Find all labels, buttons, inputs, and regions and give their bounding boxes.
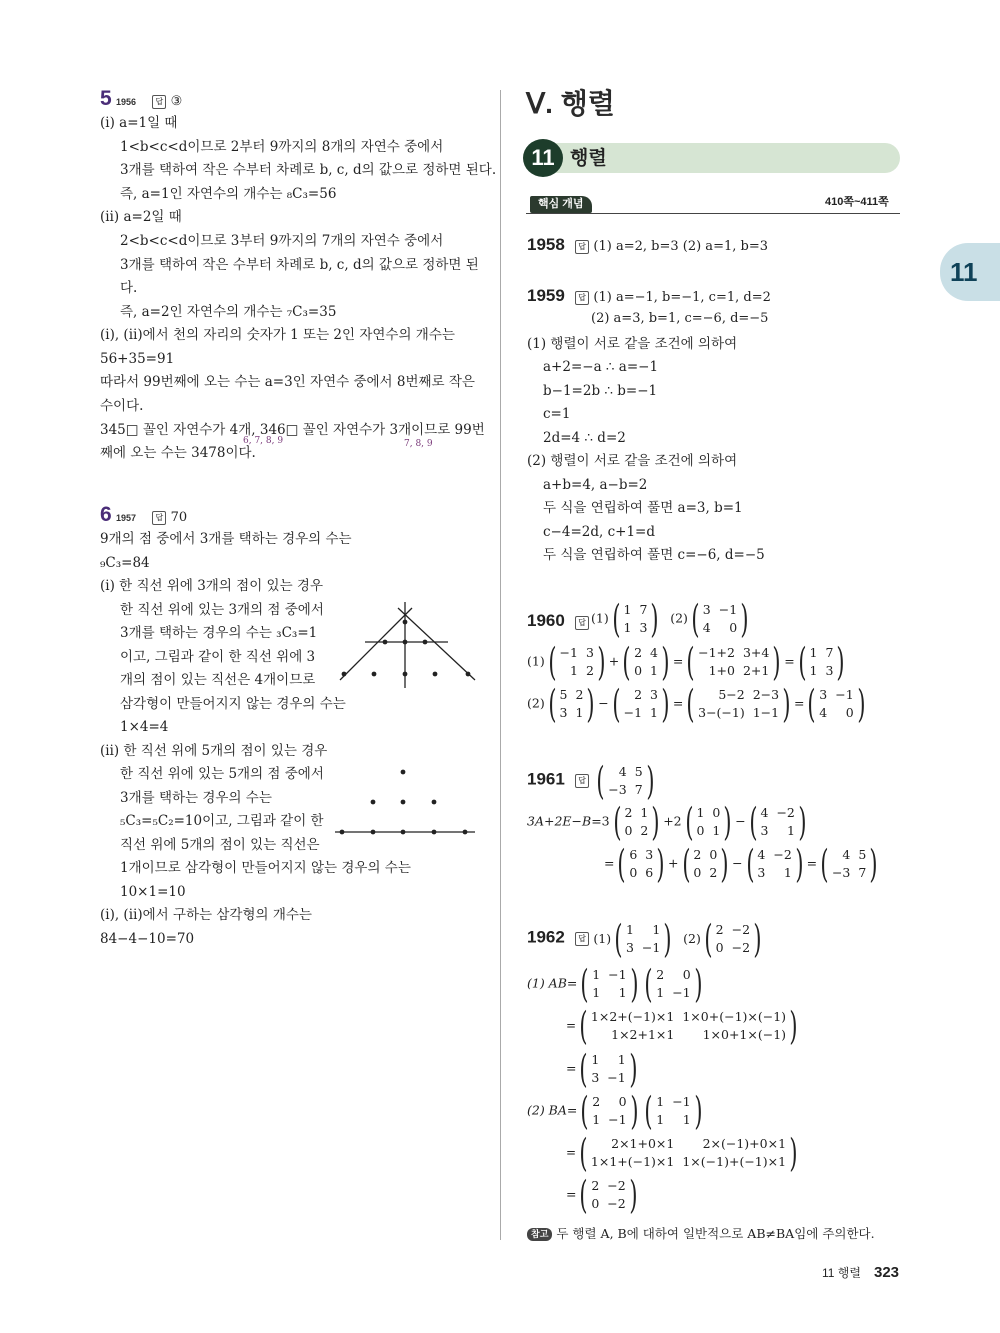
point — [463, 830, 468, 835]
p6-line-0: 9개의 점 중에서 3개를 택하는 경우의 수는 — [100, 531, 352, 547]
p5-line-5: 2<b<c<d이므로 3부터 9까지의 7개의 자연수 중에서 — [120, 233, 444, 249]
p6-line-17: 84−4−10=70 — [100, 931, 195, 947]
p1959-line-8: c−4=2d, c+1=d — [543, 524, 656, 540]
p1959-answer-2: (2) a=3, b=1, c=−6, d=−5 — [591, 311, 769, 326]
point — [401, 800, 406, 805]
answer-value: (1) a=2, b=3 (2) a=1, b=3 — [593, 239, 768, 254]
point — [342, 672, 347, 677]
p6-line-7: 삼각형이 만들어지지 않는 경우의 수는 — [120, 696, 346, 712]
p6-line-11: 3개를 택하는 경우의 수는 — [120, 790, 272, 806]
problem-number: 1961 — [527, 769, 565, 789]
point — [432, 800, 437, 805]
problem-1962-header: 1962 답 (1) ( 1 1 3 −1 ) (2) ( 2 −2 0 −2 ) — [527, 917, 762, 961]
p1959-line-3: c=1 — [543, 406, 571, 422]
answer-icon: 답 — [152, 95, 166, 109]
problem-number: 1958 — [527, 235, 565, 254]
diagonal-line — [340, 608, 412, 680]
problem-1958 — [527, 236, 768, 254]
answer-icon: 답 — [575, 616, 589, 630]
side-tab-number: 11 — [950, 257, 978, 287]
p5-note-2: 7, 8, 9 — [404, 439, 433, 449]
p5-line-13: 345□ 꼴인 자연수가 4개, 346□ 꼴인 자연수가 3개이므로 99번 — [100, 422, 485, 438]
p6-line-13: 직선 위에 5개의 점이 있는 직선은 — [120, 837, 320, 853]
p1962-ab-1: (1) AB= ( 1 −1 1 1 ) ( 2 0 1 −1 ) — [527, 962, 703, 1006]
p6-line-12: ₅C₃=₅C₂=10이고, 그림과 같이 한 — [120, 813, 324, 829]
p5-line-8: 즉, a=2인 자연수의 개수는 ₇C₃=35 — [120, 304, 337, 320]
p5-line-6: 3개를 택하여 작은 수부터 차례로 b, c, d의 값으로 정하면 된 — [120, 257, 479, 273]
point — [433, 672, 438, 677]
point — [340, 830, 345, 835]
p5-line-2: 3개를 택하여 작은 수부터 차례로 b, c, d의 값으로 정하면 된다. — [120, 162, 497, 178]
p6-line-16: (ⅰ), (ⅱ)에서 구하는 삼각형의 개수는 — [100, 907, 312, 923]
label: (1) AB= — [527, 975, 578, 991]
p1959-line-2: b−1=2b ∴ b=−1 — [543, 383, 658, 399]
chapter-title: Ⅴ. 행렬 — [526, 88, 615, 119]
p5-note-1: 6, 7, 8, 9 — [243, 436, 284, 446]
expr: 3A+2E−B= — [527, 813, 602, 829]
p5-line-11: 따라서 99번째에 오는 수는 a=3인 자연수 중에서 8번째로 작은 — [100, 374, 475, 390]
section-banner — [525, 143, 900, 173]
problem-number: 1959 — [527, 286, 565, 305]
point — [371, 800, 376, 805]
p1959-line-9: 두 식을 연립하여 풀면 c=−6, d=−5 — [543, 547, 765, 563]
problem-number: 5 — [100, 87, 112, 110]
problem-5-header — [100, 88, 182, 109]
note-text: 두 행렬 A, B에 대하여 일반적으로 AB≠BA임에 주의한다. — [556, 1226, 875, 1241]
answer-icon: 답 — [152, 511, 166, 525]
answer-icon: 답 — [575, 774, 589, 788]
concept-rule — [526, 213, 900, 214]
answer-icon: 답 — [575, 240, 589, 254]
p5-line-7: 다. — [120, 280, 138, 296]
problem-id: 1956 — [115, 97, 137, 107]
point — [423, 640, 428, 645]
p1959-line-1: a+2=−a ∴ a=−1 — [543, 359, 659, 375]
p5-line-12: 수이다. — [100, 398, 144, 414]
p6-line-8: 1×4=4 — [120, 719, 169, 735]
diagonal-line — [398, 608, 475, 680]
p6-line-5: 이고, 그림과 같이 한 직선 위에 3 — [120, 649, 316, 665]
note-icon: 참고 — [527, 1228, 552, 1241]
answer-icon: 답 — [575, 932, 589, 946]
p1962-ab-2: = ( 1×2+(−1)×1 1×0+(−1)×(−1) 1×2+1×1 1×0+1×(−1) ) — [566, 1004, 798, 1048]
p6-line-15: 10×1=10 — [120, 884, 186, 900]
answer-value: 70 — [170, 510, 188, 525]
problem-number: 1960 — [527, 611, 565, 630]
p6-line-10: 한 직선 위에 있는 5개의 점 중에서 — [120, 766, 324, 782]
chapter-side-tab — [940, 243, 1000, 301]
point — [403, 640, 408, 645]
point — [403, 672, 408, 677]
p6-line-3: 한 직선 위에 있는 3개의 점 중에서 — [120, 602, 324, 618]
answer-1: (1) a=−1, b=−1, c=1, d=2 — [593, 290, 771, 305]
problem-1959-header — [527, 287, 771, 305]
five-point-line-diagram — [330, 760, 480, 840]
answer-value: ③ — [170, 94, 183, 109]
p1959-line-7: 두 식을 연립하여 풀면 a=3, b=1 — [543, 500, 743, 516]
p5-line-4: (ⅱ) a=2일 때 — [100, 209, 182, 225]
p1962-ba-1: (2) BA= ( 2 0 1 −1 ) ( 1 −1 1 1 ) — [527, 1089, 703, 1133]
problem-number: 1962 — [527, 927, 565, 947]
p1962-ba-3: = ( 2 −2 0 −2 ) — [566, 1173, 638, 1217]
p6-line-14: 1개이므로 삼각형이 만들어지지 않는 경우의 수는 — [120, 860, 411, 876]
p1960-answer: (1) ( 1 7 1 3 ) (2) ( 3 −1 4 0 ) — [591, 597, 749, 641]
point — [371, 830, 376, 835]
p1959-line-0: (1) 행렬이 서로 같을 조건에 의하여 — [527, 336, 738, 352]
problem-id: 1957 — [115, 513, 137, 523]
answer-icon: 답 — [575, 291, 589, 305]
p1959-line-5: (2) 행렬이 서로 같을 조건에 의하여 — [527, 453, 738, 469]
p6-line-9: (ⅱ) 한 직선 위에 5개의 점이 있는 경우 — [100, 743, 328, 759]
problem-6-header — [100, 504, 187, 525]
page-number: 323 — [874, 1264, 900, 1281]
p6-line-2: (ⅰ) 한 직선 위에 3개의 점이 있는 경우 — [100, 578, 324, 594]
section-number: 11 — [523, 139, 563, 177]
point — [403, 620, 408, 625]
pages-ref: 410쪽~411쪽 — [825, 196, 889, 208]
reference-note — [527, 1228, 875, 1241]
point — [401, 830, 406, 835]
p6-line-1: ₉C₃=84 — [100, 555, 150, 571]
p5-line-14: 째에 오는 수는 3478이다. — [100, 445, 256, 461]
p5-line-9: (ⅰ), (ⅱ)에서 천의 자리의 숫자가 1 또는 2인 자연수의 개수는 — [100, 327, 455, 343]
lines-diagram — [330, 600, 480, 690]
p6-line-4: 3개를 택하는 경우의 수는 ₃C₃=1 — [120, 625, 318, 641]
column-divider — [500, 90, 501, 1240]
label: (2) BA= — [527, 1102, 578, 1118]
concept-tag: 핵심 개념 — [530, 196, 592, 213]
problem-1961-header: 1961 답 ( 4 5 −3 7 ) — [527, 759, 655, 803]
p1960-solution-1: (1) ( −1 3 1 2 ) + ( 2 4 0 1 ) = ( −1+2 3+4 1+0 2+1 ) = ( 1 7 1 3 ) — [527, 640, 845, 684]
problem-1960-header — [527, 612, 589, 630]
label: (1) — [527, 653, 545, 669]
point — [466, 672, 471, 677]
p1962-ab-3: = ( 1 1 3 −1 ) — [566, 1047, 638, 1091]
point — [372, 672, 377, 677]
p1960-solution-2: (2) ( 5 2 3 1 ) − ( 2 3 −1 1 ) = ( 5−2 2−3 3−(−1) 1−1 ) = ( 3 −1 4 0 ) — [527, 682, 866, 726]
p1961-solution-1: 3A+2E−B=3 ( 2 1 0 2 ) +2 ( 1 0 0 1 ) − ( 4 −2 3 1 ) — [527, 800, 807, 844]
label: (2) — [527, 695, 545, 711]
p5-line-1: 1<b<c<d이므로 2부터 9까지의 8개의 자연수 중에서 — [120, 139, 444, 155]
p1959-line-6: a+b=4, a−b=2 — [543, 477, 648, 493]
section-title: 행렬 — [570, 148, 607, 169]
p5-line-3: 즉, a=1인 자연수의 개수는 ₈C₃=56 — [120, 186, 337, 202]
point — [432, 830, 437, 835]
problem-number: 6 — [100, 503, 112, 526]
footer-label: 11 행렬 — [822, 1266, 861, 1280]
p1959-line-4: 2d=4 ∴ d=2 — [543, 430, 626, 446]
p5-line-10: 56+35=91 — [100, 351, 175, 367]
point — [383, 640, 388, 645]
p5-line-0: (ⅰ) a=1일 때 — [100, 115, 178, 131]
p1961-solution-2: = ( 6 3 0 6 ) + ( 2 0 0 2 ) − ( 4 −2 3 1 ) = ( 4 5 −3 7 ) — [604, 842, 878, 886]
p6-line-6: 개의 점이 있는 직선은 4개이므로 — [120, 672, 316, 688]
point — [401, 770, 406, 775]
p1962-ba-2: = ( 2×1+0×1 2×(−1)+0×1 1×1+(−1)×1 1×(−1)+(−1)×1 ) — [566, 1131, 798, 1175]
